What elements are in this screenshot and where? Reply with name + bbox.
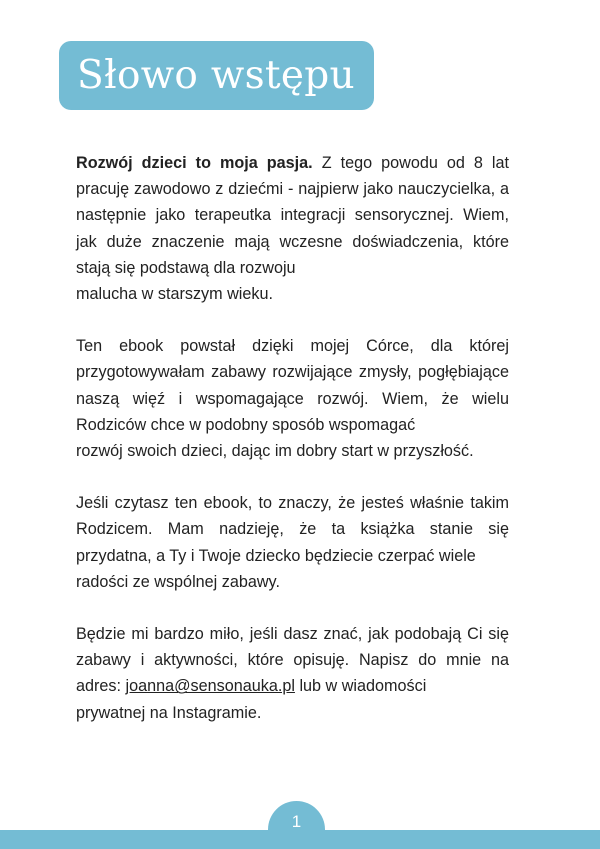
- paragraph-intro-last-line: malucha w starszym wieku.: [76, 285, 274, 304]
- paragraph-contact-last-line: prywatnej na Instagramie.: [76, 703, 262, 722]
- email-link[interactable]: joanna@sensonauka.pl: [125, 677, 295, 696]
- paragraph-reader-text: Jeśli czytasz ten ebook, to znaczy, że jesteś właśnie takim Rodzicem. Mam nadzieję, że ta książka stanie się przydatna, a Ty i Twoje dziecko będziecie czerpać wiele: [76, 494, 509, 565]
- paragraph-intro: [76, 150, 509, 307]
- title-banner: [59, 41, 374, 110]
- paragraph-reader-last-line: radości ze wspólnej zabawy.: [76, 572, 280, 591]
- paragraph-contact-text-after: lub w wiadomości: [294, 677, 427, 696]
- paragraph-ebook: [76, 333, 509, 464]
- paragraph-contact-text: Będzie mi bardzo miło, jeśli dasz znać, jak podobają Ci się zabawy i aktywności, które opisuję. Napisz do mnie na adres:: [76, 625, 509, 696]
- paragraph-reader: [76, 490, 509, 595]
- paragraph-ebook-last-line: rozwój swoich dzieci, dając im dobry start w przyszłość.: [76, 442, 474, 461]
- lead-sentence: Rozwój dzieci to moja pasja.: [76, 154, 313, 172]
- page-title: Słowo wstępu: [77, 53, 355, 98]
- body-text: [76, 150, 509, 752]
- paragraph-ebook-text: Ten ebook powstał dzięki mojej Córce, dla której przygotowywałam zabawy rozwijające zmysły, pogłębiające naszą więź i wspomagające rozwój. Wiem, że wielu Rodziców chce w podobny sposób wspomagać: [76, 337, 509, 434]
- paragraph-intro-text: Z tego powodu od 8 lat pracuję zawodowo z dziećmi - najpierw jako nauczycielka, a następnie jako terapeutka integracji sensorycznej. Wiem, jak duże znaczenie mają wczesne doświadczenia, które stają się podstawą dla rozwoju: [76, 154, 509, 277]
- page-number-badge: [268, 801, 325, 849]
- page-number: 1: [291, 812, 302, 831]
- paragraph-contact: [76, 621, 509, 726]
